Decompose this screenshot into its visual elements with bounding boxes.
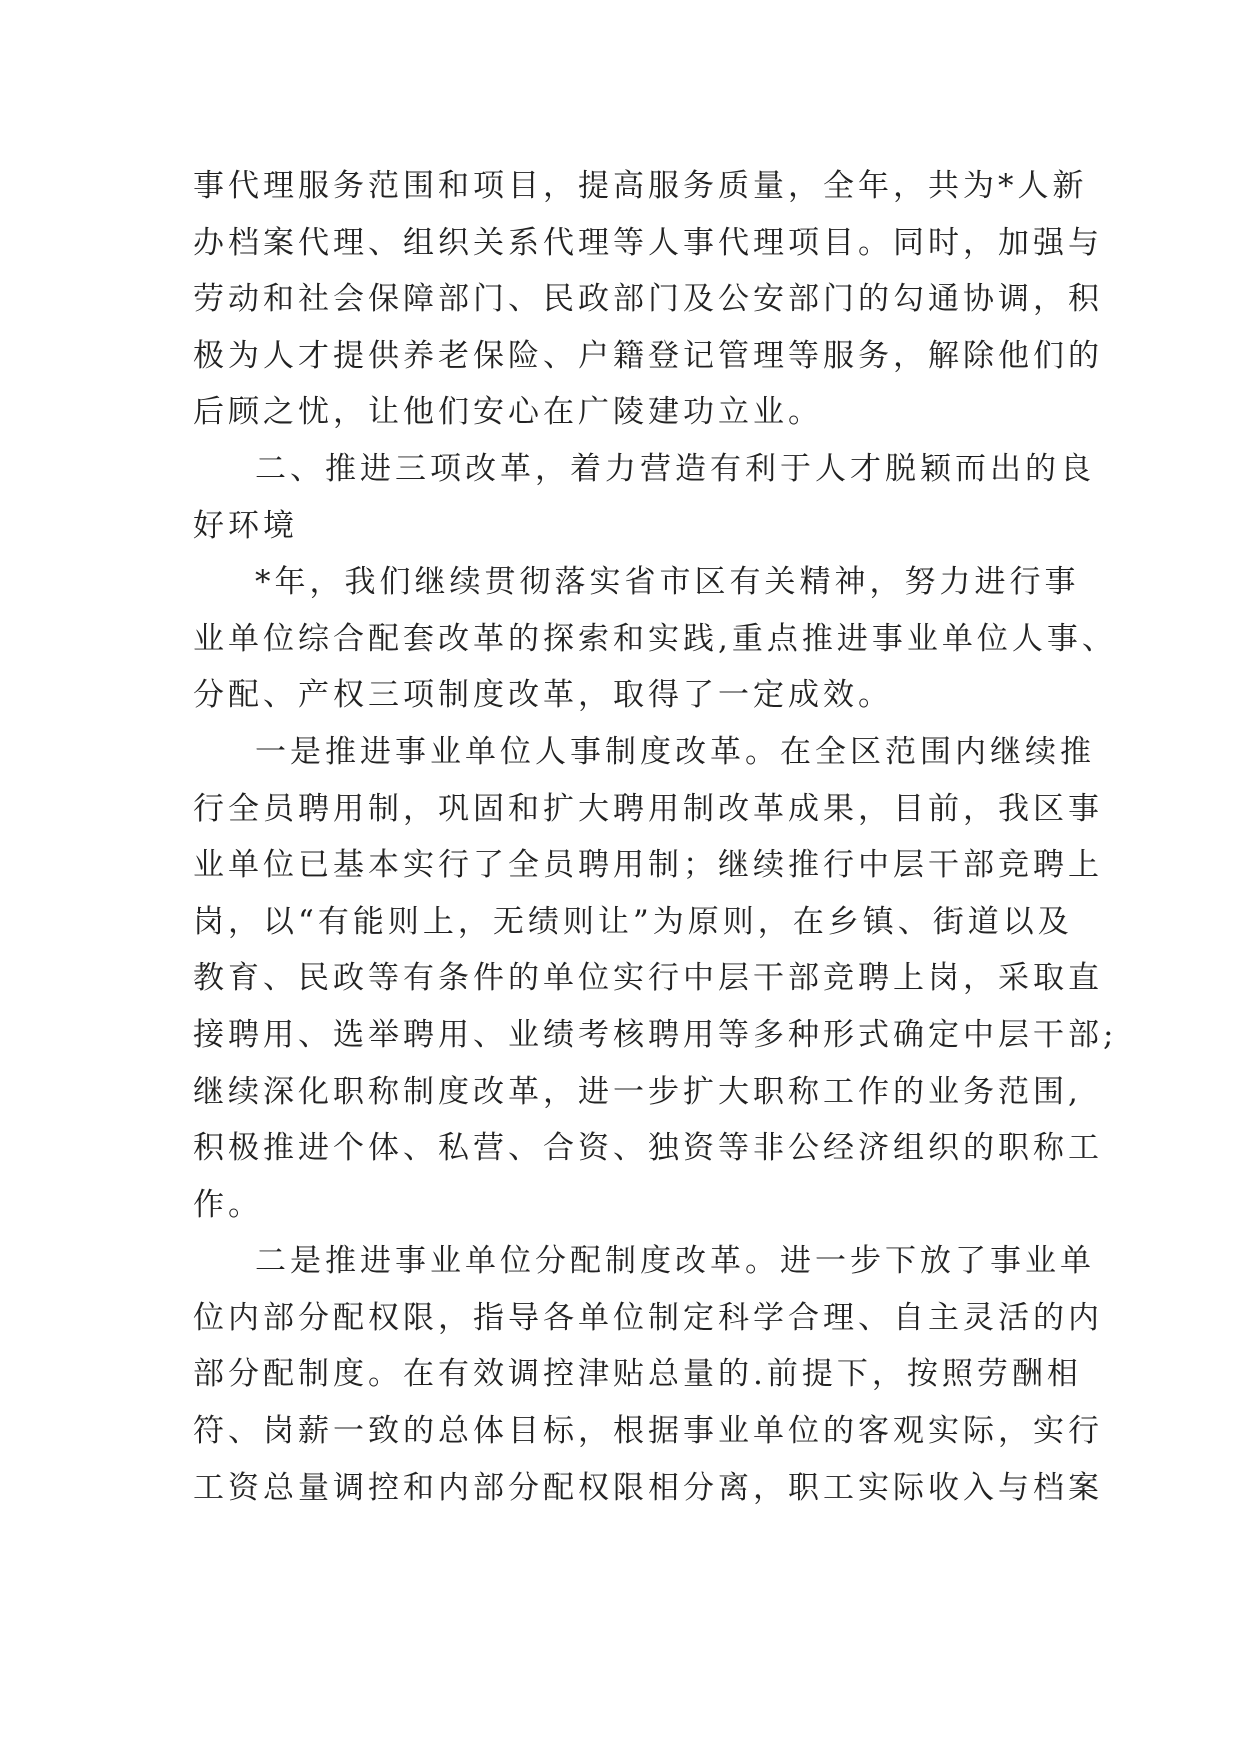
document-body: [193, 158, 1118, 1516]
text-line: 办档案代理、组织关系代理等人事代理项目。同时，加强与: [193, 224, 1103, 261]
text-line: 积极推进个体、私营、合资、独资等非公经济组织的职称工: [193, 1130, 1103, 1167]
text-line: 作。: [193, 1186, 263, 1223]
text-line: 符、岗薪一致的总体目标，根据事业单位的客观实际，实行: [193, 1413, 1103, 1450]
text-line: 后顾之忧，让他们安心在广陵建功立业。: [193, 394, 823, 431]
text-line: 工资总量调控和内部分配权限相分离，职工实际收入与档案: [193, 1469, 1103, 1506]
text-line: 行全员聘用制，巩固和扩大聘用制改革成果，目前，我区事: [193, 790, 1103, 827]
text-line: 业单位综合配套改革的探索和实践,重点推进事业单位人事、: [193, 620, 1117, 657]
text-line: 部分配制度。在有效调控津贴总量的.前提下，按照劳酬相: [193, 1356, 1082, 1393]
text-line: 教育、民政等有条件的单位实行中层干部竞聘上岗，采取直: [193, 960, 1103, 997]
section-heading-line: 好环境: [193, 507, 298, 544]
text-line: 劳动和社会保障部门、民政部门及公安部门的勾通协调，积: [193, 281, 1103, 318]
text-line: 位内部分配权限，指导各单位制定科学合理、自主灵活的内: [193, 1299, 1103, 1336]
section-heading-line: 二、推进三项改革，着力营造有利于人才脱颖而出的良: [255, 450, 1095, 487]
text-line: *年，我们继续贯彻落实省市区有关精神，努力进行事: [255, 564, 1080, 601]
text-line: 业单位已基本实行了全员聘用制；继续推行中层干部竞聘上: [193, 847, 1103, 884]
text-line: 事代理服务范围和项目，提高服务质量，全年，共为*人新: [193, 168, 1088, 204]
text-line: 极为人才提供养老保险、户籍登记管理等服务，解除他们的: [193, 337, 1103, 374]
text-line: 一是推进事业单位人事制度改革。在全区范围内继续推: [255, 733, 1095, 770]
text-line: 二是推进事业单位分配制度改革。进一步下放了事业单: [255, 1243, 1095, 1280]
text-line: 继续深化职称制度改革，进一步扩大职称工作的业务范围,: [193, 1073, 1082, 1110]
text-line: 分配、产权三项制度改革，取得了一定成效。: [193, 677, 893, 714]
text-line: 岗，以“有能则上，无绩则让”为原则，在乡镇、街道以及: [193, 903, 1073, 940]
text-line: 接聘用、选举聘用、业绩考核聘用等多种形式确定中层干部;: [193, 1016, 1118, 1053]
